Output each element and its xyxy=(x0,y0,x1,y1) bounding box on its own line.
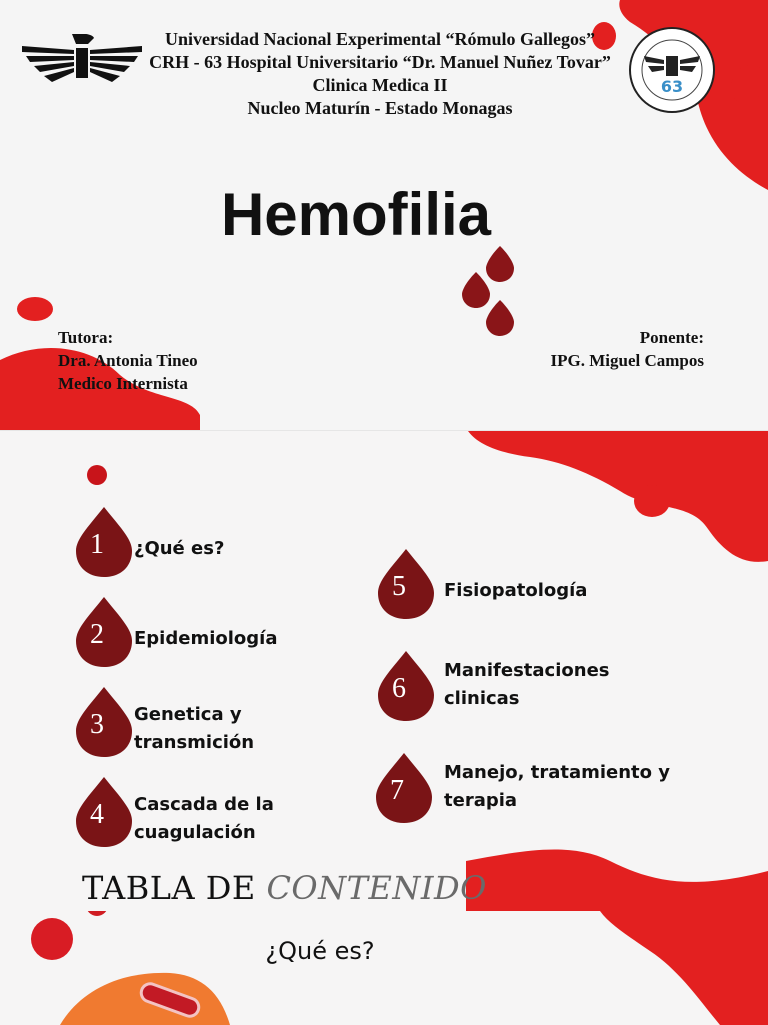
hospital-seal xyxy=(628,26,716,114)
red-blob-right xyxy=(600,911,768,1025)
red-blob-top-right xyxy=(468,431,768,562)
toc-title-plain: TABLA DE xyxy=(82,869,267,907)
toc-number: 3 xyxy=(90,709,104,740)
tutor-label: Tutora: xyxy=(58,328,114,347)
toc-item-5[interactable] xyxy=(376,549,676,629)
section-title: ¿Qué es? xyxy=(265,937,375,965)
red-spot-left xyxy=(17,297,53,321)
toc-title xyxy=(82,869,487,907)
toc-label: Manejo, tratamiento y terapia xyxy=(444,762,671,811)
tutor-role: Medico Internista xyxy=(58,374,188,393)
toc-number: 5 xyxy=(392,571,406,602)
toc-item-7[interactable] xyxy=(374,753,674,833)
toc-number: 4 xyxy=(90,799,104,830)
toc-item-3[interactable] xyxy=(74,687,374,767)
blood-drop-2 xyxy=(462,272,490,308)
header-line-hospital: CRH - 63 Hospital Universitario “Dr. Manuel Nuñez Tovar” xyxy=(149,52,611,72)
header-line-location: Nucleo Maturín - Estado Monagas xyxy=(247,98,513,118)
toc-number: 6 xyxy=(392,673,406,704)
what-is-slide xyxy=(0,911,768,1025)
red-spot-small xyxy=(86,911,108,916)
page-title: Hemofilia xyxy=(220,181,492,248)
toc-number: 2 xyxy=(90,619,104,650)
toc-label: Fisiopatología xyxy=(444,580,588,601)
toc-item-2[interactable] xyxy=(74,597,374,677)
red-spot-right xyxy=(634,485,670,517)
toc-number: 1 xyxy=(90,529,104,560)
blood-drop-1 xyxy=(486,246,514,282)
tutor-block xyxy=(58,326,198,395)
background-decoration xyxy=(0,911,768,1025)
title-slide xyxy=(0,0,768,430)
toc-item-1[interactable] xyxy=(74,507,374,587)
institution-header xyxy=(120,28,640,120)
tutor-name: Dra. Antonia Tineo xyxy=(58,351,198,370)
red-blob-bottom-right xyxy=(466,849,768,911)
header-line-university: Universidad Nacional Experimental “Rómulo Gallegos” xyxy=(164,29,595,49)
table-of-contents-slide xyxy=(0,430,768,911)
blood-drop-3 xyxy=(486,300,514,336)
toc-number: 7 xyxy=(390,775,404,806)
toc-label: Epidemiología xyxy=(134,628,278,649)
presenter-label: Ponente: xyxy=(639,328,704,347)
toc-label: Cascada de la cuagulación xyxy=(134,794,274,843)
toc-label: ¿Qué es? xyxy=(134,538,225,559)
presenter-block xyxy=(551,326,704,372)
header-line-clinic: Clinica Medica II xyxy=(312,75,448,95)
toc-label: Manifestaciones clinicas xyxy=(444,660,610,709)
presenter-name: IPG. Miguel Campos xyxy=(550,351,704,370)
toc-label: Genetica y transmición xyxy=(134,704,255,753)
toc-item-6[interactable] xyxy=(376,651,676,731)
seal-number: 63 xyxy=(660,77,684,96)
red-spot-left xyxy=(87,465,107,485)
toc-title-emphasis: CONTENIDO xyxy=(266,869,487,907)
toc-item-4[interactable] xyxy=(74,777,374,857)
